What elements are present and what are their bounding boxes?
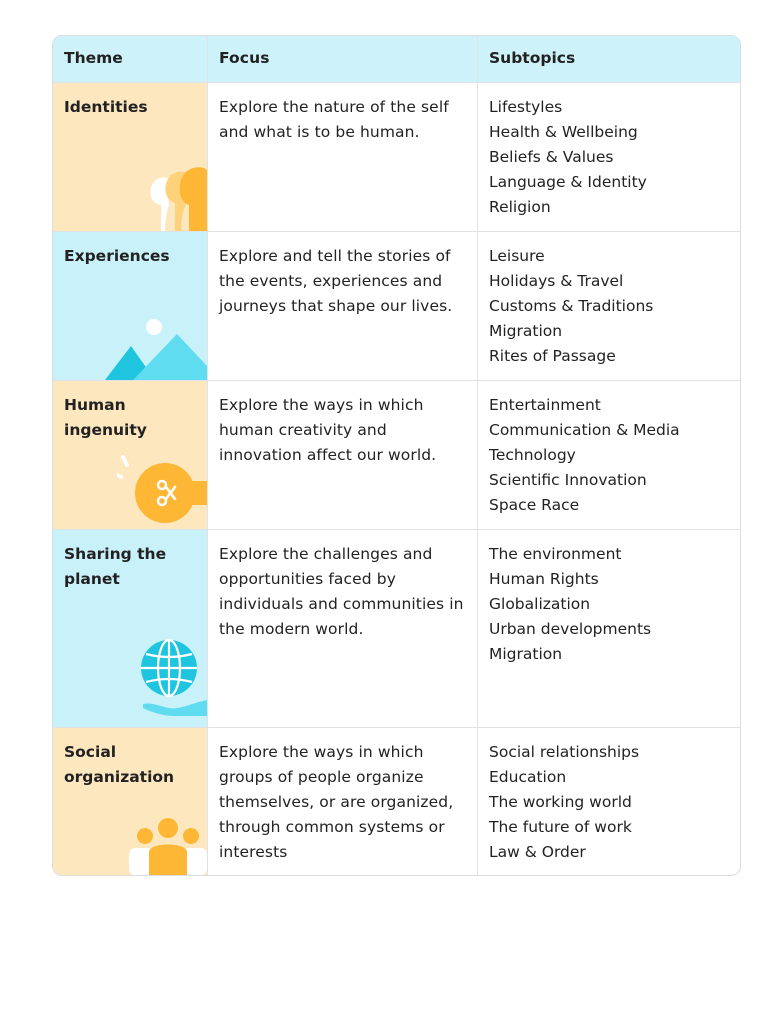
subtopics-cell — [477, 728, 740, 875]
focus-cell: Explore the ways in which human creativity and innovation affect our world. — [207, 381, 477, 529]
theme-label: Identities — [64, 98, 148, 116]
subtopic: Holidays & Travel — [489, 272, 624, 290]
people-group-icon — [129, 808, 207, 875]
subtopic: The working world — [489, 793, 632, 811]
theme-cell — [53, 83, 207, 231]
table-row-sharing-the-planet — [53, 529, 740, 727]
theme-cell — [53, 232, 207, 380]
subtopics-cell — [477, 530, 740, 727]
subtopic: Space Race — [489, 496, 580, 514]
subtopic: Leisure — [489, 247, 545, 265]
lightbulb-icon — [117, 455, 207, 529]
subtopic: Urban developments — [489, 620, 652, 638]
header-subtopics: Subtopics — [477, 36, 740, 82]
subtopic: Rites of Passage — [489, 347, 616, 365]
subtopic: Technology — [489, 446, 576, 464]
subtopic: Health & Wellbeing — [489, 123, 638, 141]
focus-cell: Explore the nature of the self and what is to be human. — [207, 83, 477, 231]
subtopic: Migration — [489, 645, 563, 663]
theme-cell — [53, 530, 207, 727]
subtopics-cell — [477, 83, 740, 231]
theme-label: Social organization — [64, 743, 175, 786]
header-focus: Focus — [207, 36, 477, 82]
subtopic: Entertainment — [489, 396, 601, 414]
table-row-identities — [53, 82, 740, 231]
header-theme: Theme — [53, 36, 207, 82]
subtopic: Migration — [489, 322, 563, 340]
subtopic: Lifestyles — [489, 98, 563, 116]
table-header-row — [53, 36, 740, 82]
subtopic: Social relationships — [489, 743, 640, 761]
subtopic: Scientific Innovation — [489, 471, 647, 489]
subtopic: Globalization — [489, 595, 591, 613]
theme-cell — [53, 728, 207, 875]
table-row-social-organization — [53, 727, 740, 875]
focus-cell: Explore and tell the stories of the events, experiences and journeys that shape our lives. — [207, 232, 477, 380]
subtopic: The future of work — [489, 818, 632, 836]
theme-label: Sharing the planet — [64, 545, 167, 588]
theme-label: Experiences — [64, 247, 170, 265]
theme-label: Human ingenuity — [64, 396, 147, 439]
subtopic: Education — [489, 768, 567, 786]
table-row-experiences — [53, 231, 740, 380]
globe-hand-icon — [141, 638, 207, 722]
subtopic: The environment — [489, 545, 622, 563]
subtopic: Beliefs & Values — [489, 148, 614, 166]
subtopic: Customs & Traditions — [489, 297, 654, 315]
faces-icon — [141, 165, 207, 231]
subtopic: Human Rights — [489, 570, 599, 588]
themes-table — [52, 35, 741, 876]
subtopics-cell — [477, 381, 740, 529]
focus-cell: Explore the ways in which groups of people organize themselves, or are organized, through common systems or interests — [207, 728, 477, 875]
mountains-icon — [105, 314, 207, 380]
table-row-human-ingenuity — [53, 380, 740, 529]
subtopic: Language & Identity — [489, 173, 647, 191]
subtopic: Communication & Media — [489, 421, 680, 439]
subtopics-cell — [477, 232, 740, 380]
focus-cell: Explore the challenges and opportunities faced by individuals and communities in the modern world. — [207, 530, 477, 727]
subtopic: Religion — [489, 198, 551, 216]
theme-cell — [53, 381, 207, 529]
subtopic: Law & Order — [489, 843, 586, 861]
